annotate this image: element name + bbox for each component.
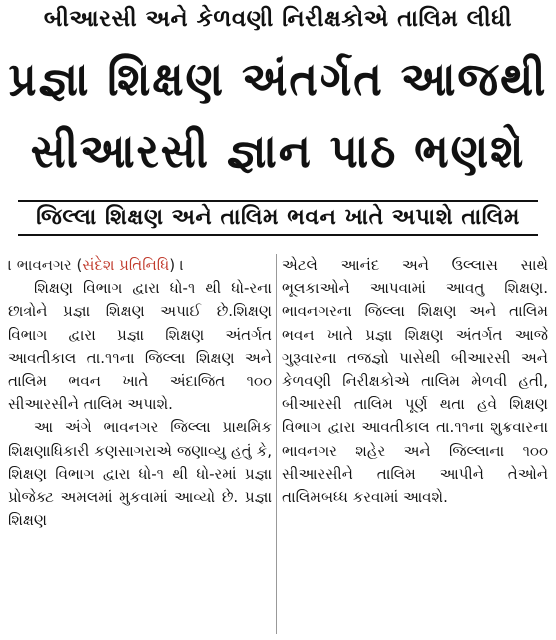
article-paragraph-3: એટલે આનંદ અને ઉલ્લાસ સાથે ભૂલકાઓને આપવામાં આવતુ શિક્ષણ. ભાવનગરના જિલ્લા શિક્ષણ અને તાલિમ ભવન ખાતે પ્રજ્ઞા શિક્ષણ અંતર્ગત આજે ગુરૂવારના તજજ્ઞો પાસેથી બીઆરસી અને કેળવણી નિરીક્ષકોએ તાલિમ મેળવી હતી, બીઆરસી તાલિમ પૂર્ણ થતા હવે શિક્ષણ વિભાગ દ્વારા આવતીકાલ તા.૧૧ના શુક્રવારના ભાવનગર શહેર અને જિલ્લાના ૧૦૦ સીઆરસીને તાલિમ આપીને તેઓને તાલિમબધ્ધ કરવામાં આવશે. bbox=[282, 256, 548, 507]
main-headline-line-1: પ્રજ્ઞા શિક્ષણ અંતર્ગત આજથી bbox=[8, 53, 548, 107]
article-paragraph-1: શિક્ષણ વિભાગ દ્વારા ધો-૧ થી ધો-રના છાત્રોને પ્રજ્ઞા શિક્ષણ અપાઈ છે.શિક્ષણ વિભાગ દ્વારા પ્રજ્ઞા શિક્ષણ અંતર્ગત આવતીકાલ તા.૧૧ના જિલ્લા શિક્ષણ અને તાલિમ ભવન ખાતે અંદાજિત ૧૦૦ સીઆરસીને તાલિમ અપાશે. bbox=[8, 279, 272, 414]
column-divider bbox=[276, 254, 277, 634]
kicker-headline: બીઆરસી અને કેળવણી નિરીક્ષકોએ તાલિમ લીધી bbox=[43, 6, 513, 32]
article-column-left bbox=[8, 254, 272, 532]
dateline-close: ) । bbox=[169, 256, 184, 274]
article-column-right bbox=[282, 254, 548, 509]
main-headline-line-2: સીઆરસી જ્ઞાન પાઠ ભણશે bbox=[30, 124, 526, 179]
article-paragraph-2: આ અંગે ભાવનગર જિલ્લા પ્રાથમિક શિક્ષણાધિકારી કણસાગરાએ જણાવ્યુ હતું કે, શિક્ષણ વિભાગ દ્વારા ધો-૧ થી ધો-રમાં પ્રજ્ઞા પ્રોજેક્ટ અમલમાં મુકવામાં આવ્યો છે. પ્રજ્ઞા શિક્ષણ bbox=[8, 418, 272, 530]
dateline-place: । ભાવનગર ( bbox=[8, 256, 83, 274]
subheadline: જિલ્લા શિક્ષણ અને તાલિમ ભવન ખાતે અપાશે તાલિમ bbox=[18, 200, 538, 236]
dateline bbox=[8, 254, 272, 277]
dateline-agency: સંદેશ પ્રતિનિધિ bbox=[82, 256, 170, 274]
